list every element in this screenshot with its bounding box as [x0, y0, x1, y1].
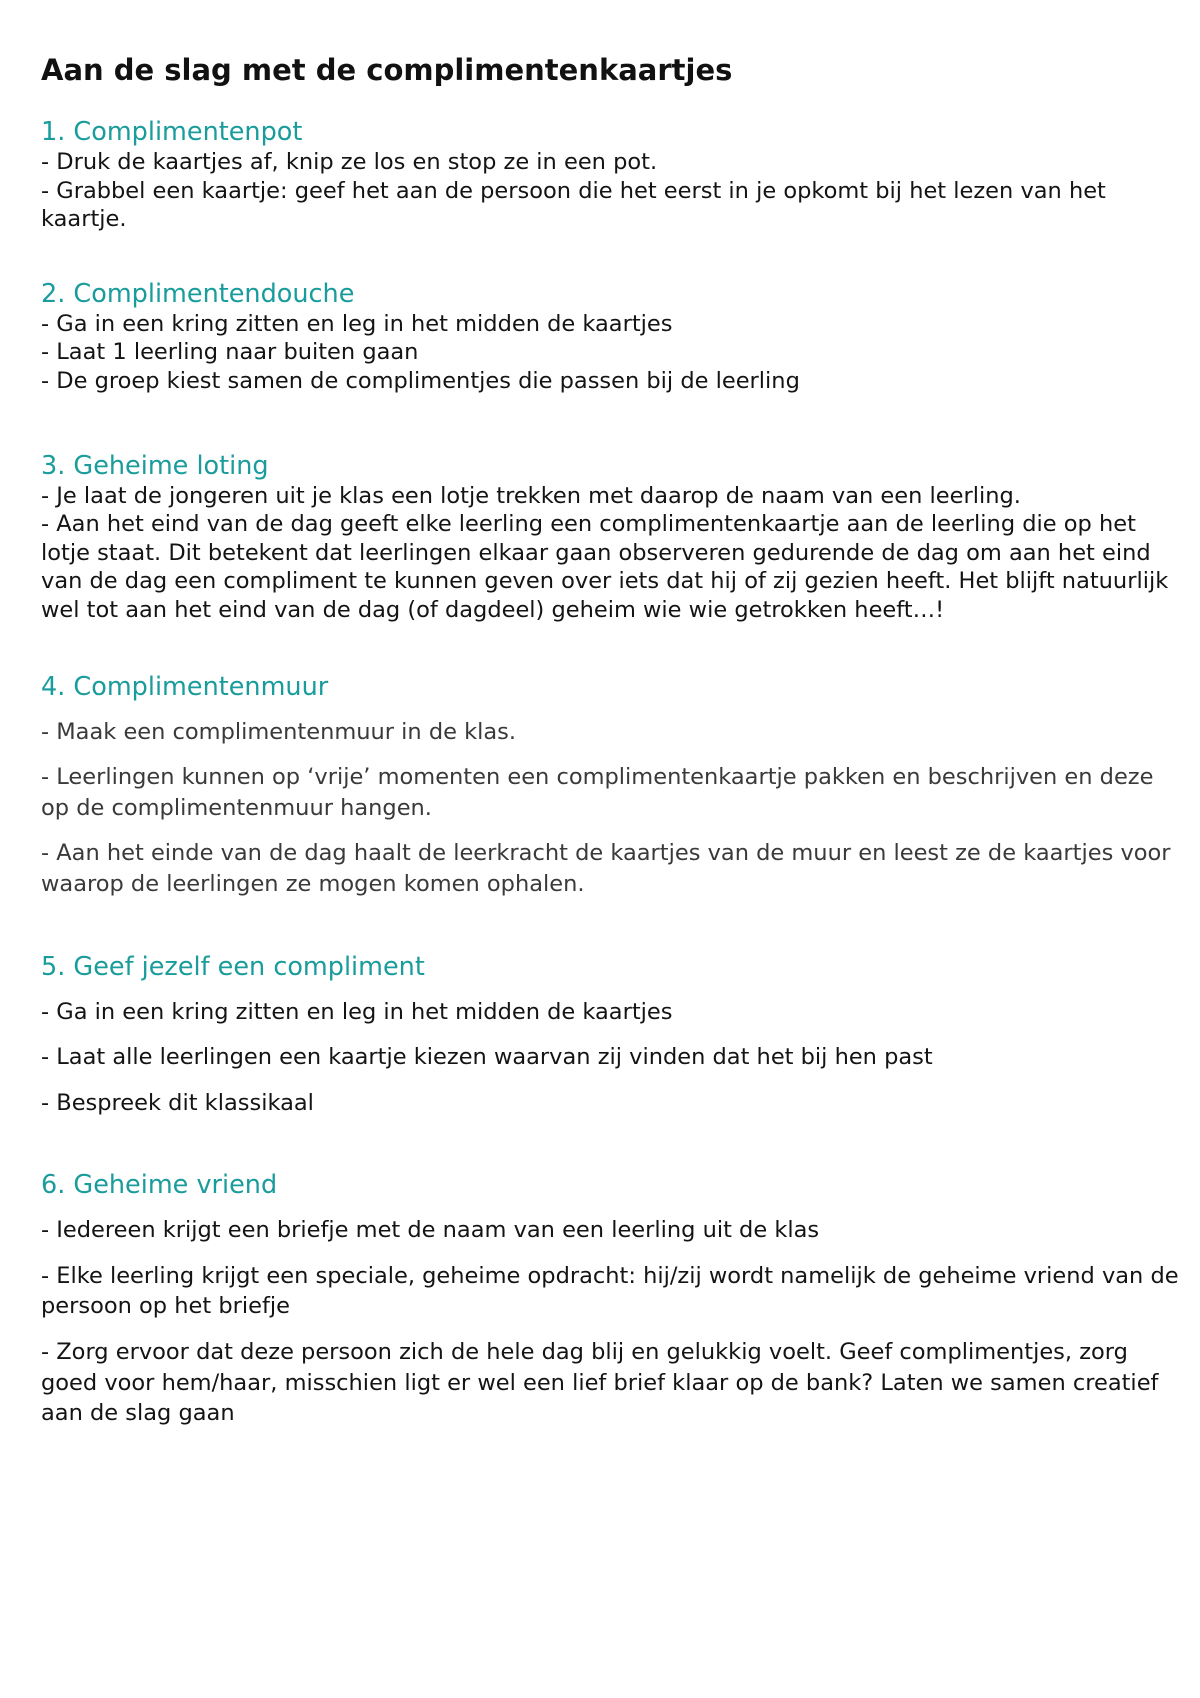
document-page [41, 52, 1181, 1444]
section-complimentenmuur [41, 671, 1181, 900]
section-line: - Bespreek dit klassikaal [41, 1089, 314, 1116]
section-heading: 2. Complimentendouche [41, 278, 355, 309]
section-line: - De groep kiest samen de complimentjes die passen bij de leerling [41, 367, 800, 394]
section-line: - Aan het eind van de dag geeft elke leerling een complimentenkaartje aan de leerling die op het lotje staat. Dit betekent dat leerlingen elkaar gaan observeren gedurende de dag om aan het eind van de dag een compliment te kunnen geven over iets dat hij of zij gezien heeft. Het blijft natuurlijk wel tot aan het eind van de dag (of dagdeel) geheim wie wie getrokken heeft…! [41, 511, 1169, 623]
section-line: - Laat alle leerlingen een kaartje kiezen waarvan zij vinden dat het bij hen past [41, 1044, 933, 1071]
section-geheime-vriend [41, 1169, 1181, 1429]
section-line: - Laat 1 leerling naar buiten gaan [41, 339, 419, 366]
section-geef-jezelf-een-compliment [41, 951, 1181, 1119]
section-heading: 3. Geheime loting [41, 450, 269, 481]
section-heading: 4. Complimentenmuur [41, 671, 329, 702]
section-complimentenpot [41, 116, 1181, 234]
section-line: - Iedereen krijgt een briefje met de naam van een leerling uit de klas [41, 1217, 820, 1244]
section-heading: 6. Geheime vriend [41, 1170, 278, 1201]
section-line: - Leerlingen kunnen op ‘vrije’ momenten een complimentenkaartje pakken en beschrijven en deze op de complimentenmuur hangen. [41, 764, 1154, 821]
section-line: - Zorg ervoor dat deze persoon zich de hele dag blij en gelukkig voelt. Geef complimentjes, zorg goed voor hem/haar, misschien ligt er wel een lief brief klaar op de bank? Laten we samen creatief aan de slag gaan [41, 1339, 1159, 1427]
section-line: - Ga in een kring zitten en leg in het midden de kaartjes [41, 998, 673, 1025]
section-line: - Je laat de jongeren uit je klas een lotje trekken met daarop de naam van een leerling. [41, 482, 1021, 509]
section-line: - Druk de kaartjes af, knip ze los en stop ze in een pot. [41, 149, 658, 175]
section-line: - Elke leerling krijgt een speciale, geheime opdracht: hij/zij wordt namelijk de geheime vriend van de persoon op het briefje [41, 1262, 1179, 1320]
section-geheime-loting [41, 450, 1181, 625]
document-title: Aan de slag met de complimentenkaartjes [41, 53, 733, 87]
section-complimentendouche [41, 278, 1181, 396]
section-line: - Ga in een kring zitten en leg in het midden de kaartjes [41, 310, 673, 337]
section-line: - Grabbel een kaartje: geef het aan de persoon die het eerst in je opkomt bij het lezen van het kaartje. [41, 177, 1106, 233]
section-heading: 5. Geef jezelf een compliment [41, 951, 425, 982]
section-heading: 1. Complimentenpot [41, 117, 303, 147]
section-line: - Maak een complimentenmuur in de klas. [41, 718, 517, 745]
section-line: - Aan het einde van de dag haalt de leerkracht de kaartjes van de muur en leest ze de kaartjes voor waarop de leerlingen ze mogen komen ophalen. [41, 840, 1171, 897]
